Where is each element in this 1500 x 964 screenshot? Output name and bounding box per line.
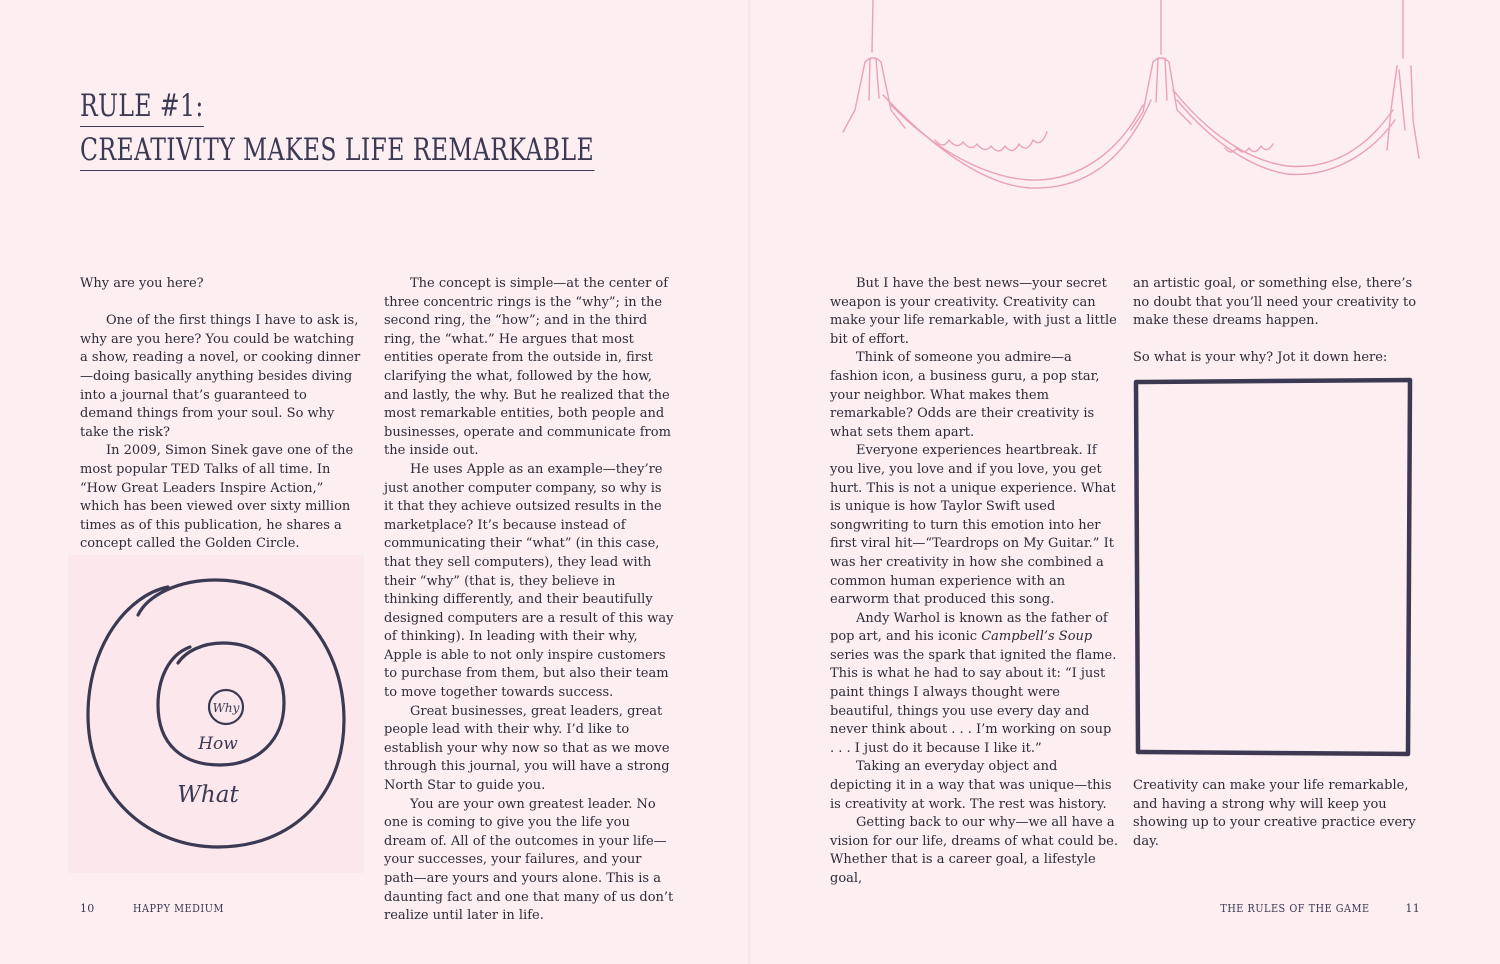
paragraph: Great businesses, great leaders, great people lead with their why. I’d like to establish your why now so that as we move through this journal, you will have a strong North Star to guide you. (384, 703, 670, 794)
prompt-text: So what is your why? Jot it down here: (1133, 350, 1388, 366)
paragraph: Everyone experiences heartbreak. If you live, you love and if you love, you get hurt. This is not a unique experience. What is unique is how Taylor Swift used songwriting to turn this emotion into her first viral hit—“Teardrops on My Guitar.” It was her creativity in how she combined a common human experience with an earworm that produced this song. (830, 443, 1116, 608)
paragraph-text: Andy Warhol is known as the father of pop art, and his iconic (830, 610, 1108, 645)
diagram-label-how: How (198, 734, 238, 754)
writing-box[interactable] (1128, 372, 1418, 762)
paragraph: Think of someone you admire—a fashion icon, a business guru, a pop star, your neighbor. What makes them remarkable? Odds are their creativity is what sets them apart. (830, 350, 1100, 440)
golden-circle-diagram (68, 555, 368, 875)
page-gutter (748, 0, 752, 964)
paragraph (830, 610, 1118, 759)
paragraph: In 2009, Simon Sinek gave one of the most popular TED Talks of all time. In “How Great Leaders Inspire Action,” which has been viewed over sixty million times as of this publication, he shares a concept called the Golden Circle. (80, 443, 354, 552)
page-number-left: 10 (80, 902, 95, 915)
column-3 (830, 275, 1118, 889)
running-head-right: THE RULES OF THE GAME (1220, 902, 1370, 915)
paragraph: But I have the best news—your secret weapon is your creativity. Creativity can make your life remarkable, with just a little bit of effort. (830, 276, 1117, 347)
column-2 (384, 275, 674, 926)
title-line-1: RULE #1: (80, 86, 204, 127)
paragraph: an artistic goal, or something else, there’s no doubt that you’ll need your creativity to make these dreams happen. (1133, 276, 1417, 329)
column-1 (80, 275, 362, 554)
italic-title: Campbell’s Soup (981, 629, 1093, 645)
paragraph: He uses Apple as an example—they’re just another computer company, so why is it that they achieve outsized results in the marketplace? It’s because instead of communicating their “what” (in this case, that they sell computers), they lead with their “why” (that is, they believe in thinking differently, and their beautifully designed computers are a result of this way of thinking). In leading with their why, Apple is able to not only inspire customers to purchase from them, but also their team to move together towards success. (384, 461, 674, 701)
page-title (80, 84, 594, 172)
paragraph: Getting back to our why—we all have a vision for our life, dreams of what could be. Whether that is a career goal, a lifestyle goal, (830, 815, 1119, 886)
column-4 (1133, 275, 1423, 368)
closing-note (1133, 777, 1423, 851)
running-head-left: HAPPY MEDIUM (133, 902, 224, 915)
paragraph-text: series was the spark that ignited the flame. This is what he had to say about it: “I just paint things I always thought were beautiful, things you use every day and never think about . . . I’m working on soup . . . I just do it because I like it.” (830, 647, 1117, 756)
page-number-right: 11 (1405, 902, 1420, 915)
paragraph: Taking an everyday object and depicting it in a way that was unique—this is creativity at work. The rest was history. (830, 759, 1112, 812)
paragraph: The concept is simple—at the center of three concentric rings is the “why”; in the second ring, the “how”; and in the third ring, the “what.” He argues that most entities operate from the outside in, first clarifying the what, followed by the how, and lastly, the why. But he realized that the most remarkable entities, both people and businesses, operate and communicate from the inside out. (384, 276, 671, 459)
paragraph: One of the first things I have to ask is, why are you here? You could be watching a show, reading a novel, or cooking dinner—doing basically anything besides diving into a journal that’s guaranteed to demand things from your soul. So why take the risk? (80, 313, 361, 440)
paragraph: You are your own greatest leader. No one is coming to give you the life you dream of. All of the outcomes in your life—your successes, your failures, and your path—are yours and yours alone. This is a daunting fact and one that many of us don’t realize until later in life. (384, 796, 674, 924)
diagram-label-what: What (177, 782, 239, 808)
paragraph: Why are you here? (80, 276, 204, 291)
diagram-label-why: Why (212, 701, 240, 715)
paragraph: Creativity can make your life remarkable, and having a strong why will keep you showing up to your creative practice every day. (1133, 778, 1416, 849)
title-line-2: CREATIVITY MAKES LIFE REMARKABLE (80, 130, 594, 171)
bunting-illustration (825, 0, 1425, 210)
